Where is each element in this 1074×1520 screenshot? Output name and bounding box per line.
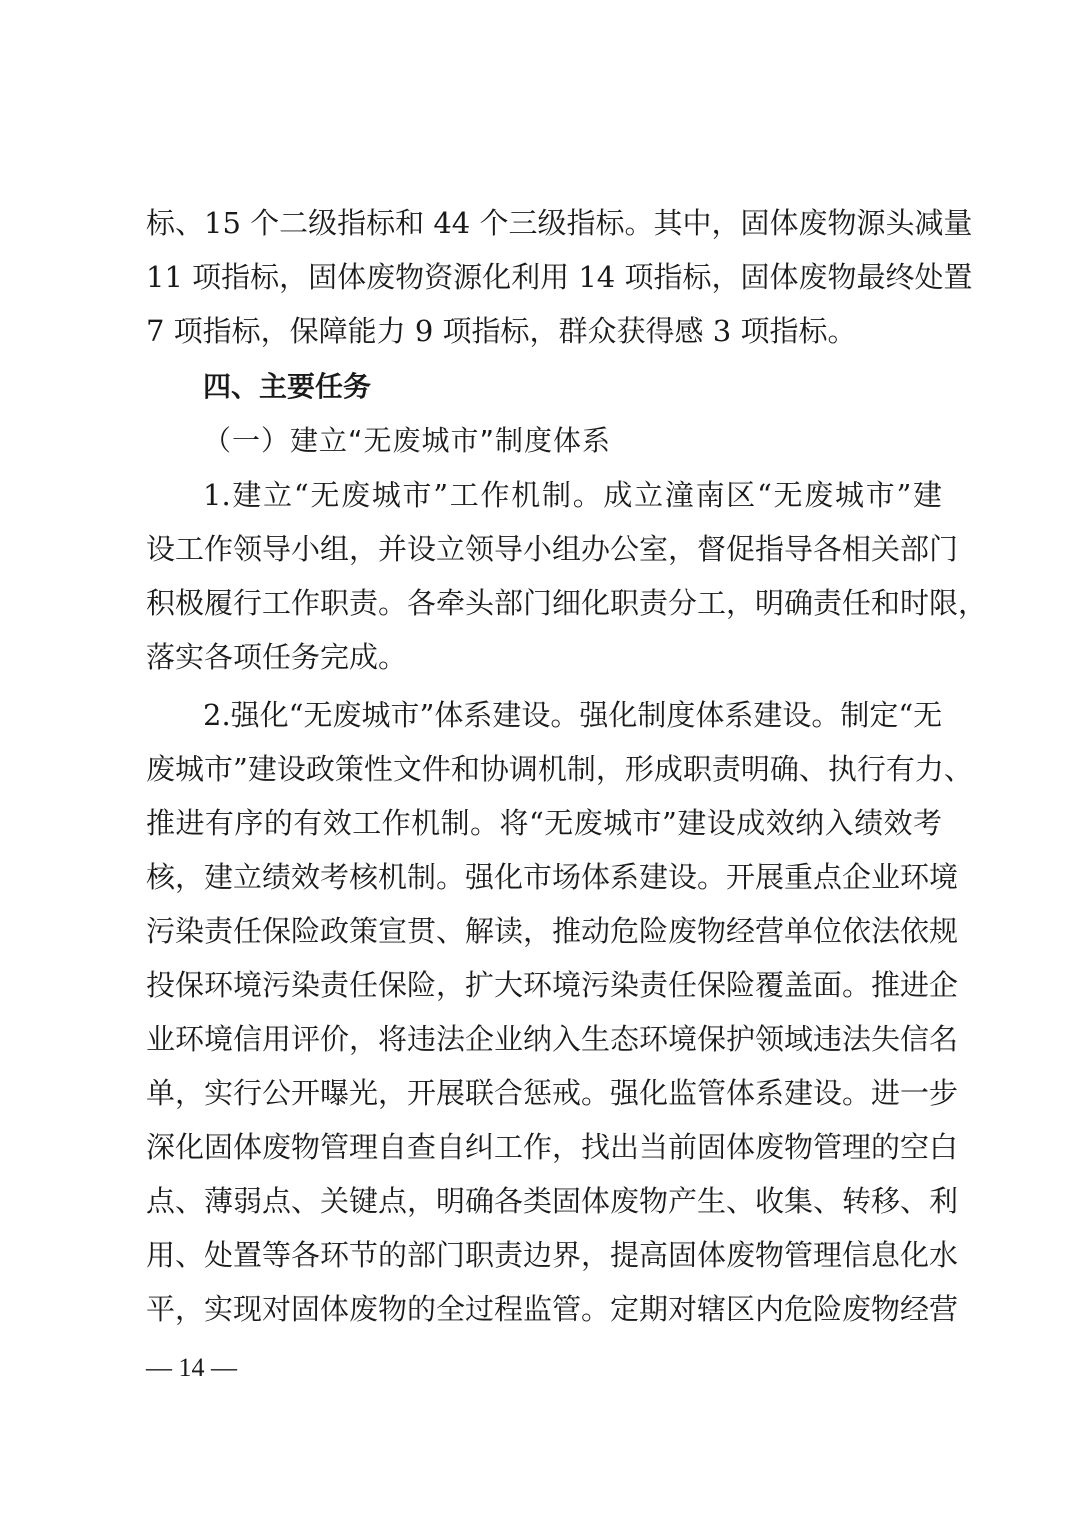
body-text-line: 污染责任保险政策宣贯、解读，推动危险废物经营单位依法依规 [146,914,959,948]
body-text-line: 2.强化“无废城市”体系建设。强化制度体系建设。制定“无 [203,698,943,732]
body-text-line: 废城市”建设政策性文件和协调机制，形成职责明确、执行有力、 [146,752,973,786]
body-text-line: 标、15 个二级指标和 44 个三级指标。其中，固体废物源头减量 [146,206,973,240]
body-text-line: 7 项指标，保障能力 9 项指标，群众获得感 3 项指标。 [146,314,857,348]
body-text-line: 核，建立绩效考核机制。强化市场体系建设。开展重点企业环境 [146,860,959,894]
body-text-line: 用、处置等各环节的部门职责边界，提高固体废物管理信息化水 [146,1238,959,1272]
body-text-line: 平，实现对固体废物的全过程监管。定期对辖区内危险废物经营 [146,1292,959,1326]
body-text-line: 设工作领导小组，并设立领导小组办公室，督促指导各相关部门 [146,532,959,566]
body-text-line: 业环境信用评价，将违法企业纳入生态环境保护领域违法失信名 [146,1022,959,1056]
section-heading: 四、主要任务 [203,370,372,403]
body-text-line: 点、薄弱点、关键点，明确各类固体废物产生、收集、转移、利 [146,1184,959,1218]
body-text-line: 1.建立“无废城市”工作机制。成立潼南区“无废城市”建 [203,478,942,512]
body-text-line: 单，实行公开曝光，开展联合惩戒。强化监管体系建设。进一步 [146,1076,959,1110]
body-text-line: 积极履行工作职责。各牵头部门细化职责分工，明确责任和时限， [146,586,988,620]
body-text-line: 深化固体废物管理自查自纠工作，找出当前固体废物管理的空白 [146,1130,959,1164]
body-text-line: 落实各项任务完成。 [146,640,408,674]
body-text-line: 11 项指标，固体废物资源化利用 14 项指标，固体废物最终处置 [146,260,973,294]
page-number: — 14 — [146,1353,237,1382]
body-text-line: 投保环境污染责任保险，扩大环境污染责任保险覆盖面。推进企 [146,968,959,1002]
body-text-line: 推进有序的有效工作机制。将“无废城市”建设成效纳入绩效考 [146,806,942,840]
subsection-heading: （一）建立“无废城市”制度体系 [203,424,612,457]
